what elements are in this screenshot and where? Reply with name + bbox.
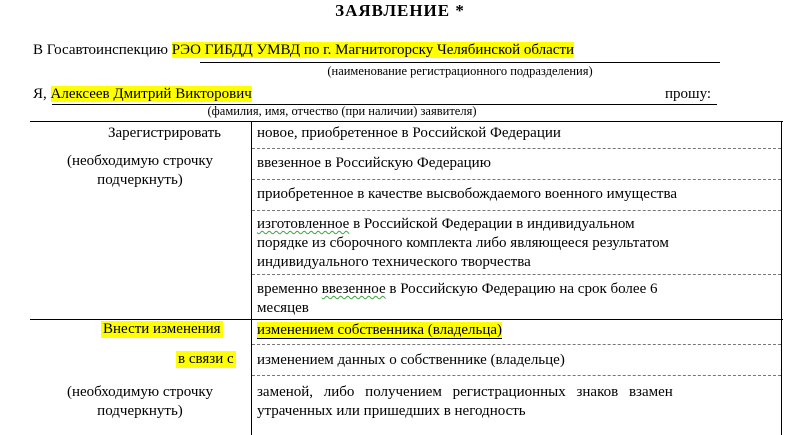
register-option-military-text: приобретенное в качестве высвобождаемого военного имущества	[257, 186, 677, 202]
register-label: Зарегистрировать	[108, 125, 221, 141]
applicant-caption: (фамилия, имя, отчество (при наличии) заявителя)	[207, 104, 477, 118]
applicant-name-field[interactable]: Алексеев Дмитрий Викторович	[50, 86, 252, 102]
register-option-military[interactable]	[257, 185, 777, 204]
applicant-line	[33, 86, 252, 103]
register-option-imported[interactable]	[257, 154, 777, 173]
table-column-divider	[251, 121, 252, 435]
register-option-kit-built-line1: в Российской Федерации в индивидуальном	[349, 216, 635, 232]
change-option-plates-line1: заменой, либо получением регистрационных знаков взамен	[257, 384, 673, 400]
change-option-owner-data-text: изменением данных о собственнике (владельце)	[257, 352, 565, 368]
change-option-owner-text: изменением собственника (владельца)	[257, 322, 503, 338]
request-word: прошу:	[665, 86, 712, 102]
row-divider	[252, 179, 781, 180]
row-divider	[252, 148, 781, 149]
form-title: ЗАЯВЛЕНИЕ *	[335, 1, 465, 20]
register-note-line2: подчеркнуть)	[97, 172, 183, 188]
recipient-prefix: В Госавтоинспекцию	[33, 42, 172, 58]
section-divider	[30, 319, 783, 320]
row-divider	[252, 344, 781, 345]
table-top-border	[30, 121, 783, 122]
register-option-new-text: новое, приобретенное в Российской Федерации	[257, 125, 561, 141]
recipient-caption: (наименование регистрационного подразделения)	[327, 64, 593, 78]
row-divider	[252, 375, 781, 376]
change-option-owner-data[interactable]	[257, 351, 777, 370]
change-label-line2: в связи с	[178, 351, 234, 367]
register-option-temporary-part2: в Российскую Федерацию на срок более 6	[385, 281, 658, 297]
change-option-owner[interactable]	[257, 321, 777, 340]
register-option-temporary-word: ввезенное	[321, 281, 386, 297]
register-option-temporary-line2: месяцев	[257, 300, 309, 316]
applicant-prefix: Я,	[33, 86, 51, 102]
register-option-kit-built[interactable]	[257, 215, 777, 272]
change-label-line1: Внести изменения	[103, 321, 221, 337]
change-note-line2: подчеркнуть)	[97, 403, 183, 419]
change-option-plates-line2: утраченных или пришедших в негодность	[257, 403, 526, 419]
row-divider	[252, 210, 781, 211]
change-note-line1: (необходимую строчку	[67, 384, 213, 400]
registration-unit-field[interactable]: РЭО ГИБДД УМВД по г. Магнитогорску Челябинской области	[171, 42, 575, 58]
table-right-border	[781, 121, 782, 435]
register-option-kit-built-line3: индивидуального технического творчества	[257, 254, 531, 270]
recipient-line	[33, 42, 574, 59]
register-option-temporary[interactable]	[257, 280, 777, 318]
register-note-line1: (необходимую строчку	[67, 153, 213, 169]
register-option-temporary-part1: временно	[257, 281, 322, 297]
row-divider	[252, 274, 781, 275]
change-option-plates[interactable]	[257, 383, 777, 421]
register-option-kit-built-word: изготовленное	[257, 216, 350, 232]
recipient-underline	[200, 62, 720, 63]
register-option-new[interactable]	[257, 124, 777, 143]
register-option-imported-text: ввезенное в Российскую Федерацию	[257, 155, 491, 171]
register-option-kit-built-line2: порядке из сборочного комплекта либо являющееся результатом	[257, 235, 669, 251]
